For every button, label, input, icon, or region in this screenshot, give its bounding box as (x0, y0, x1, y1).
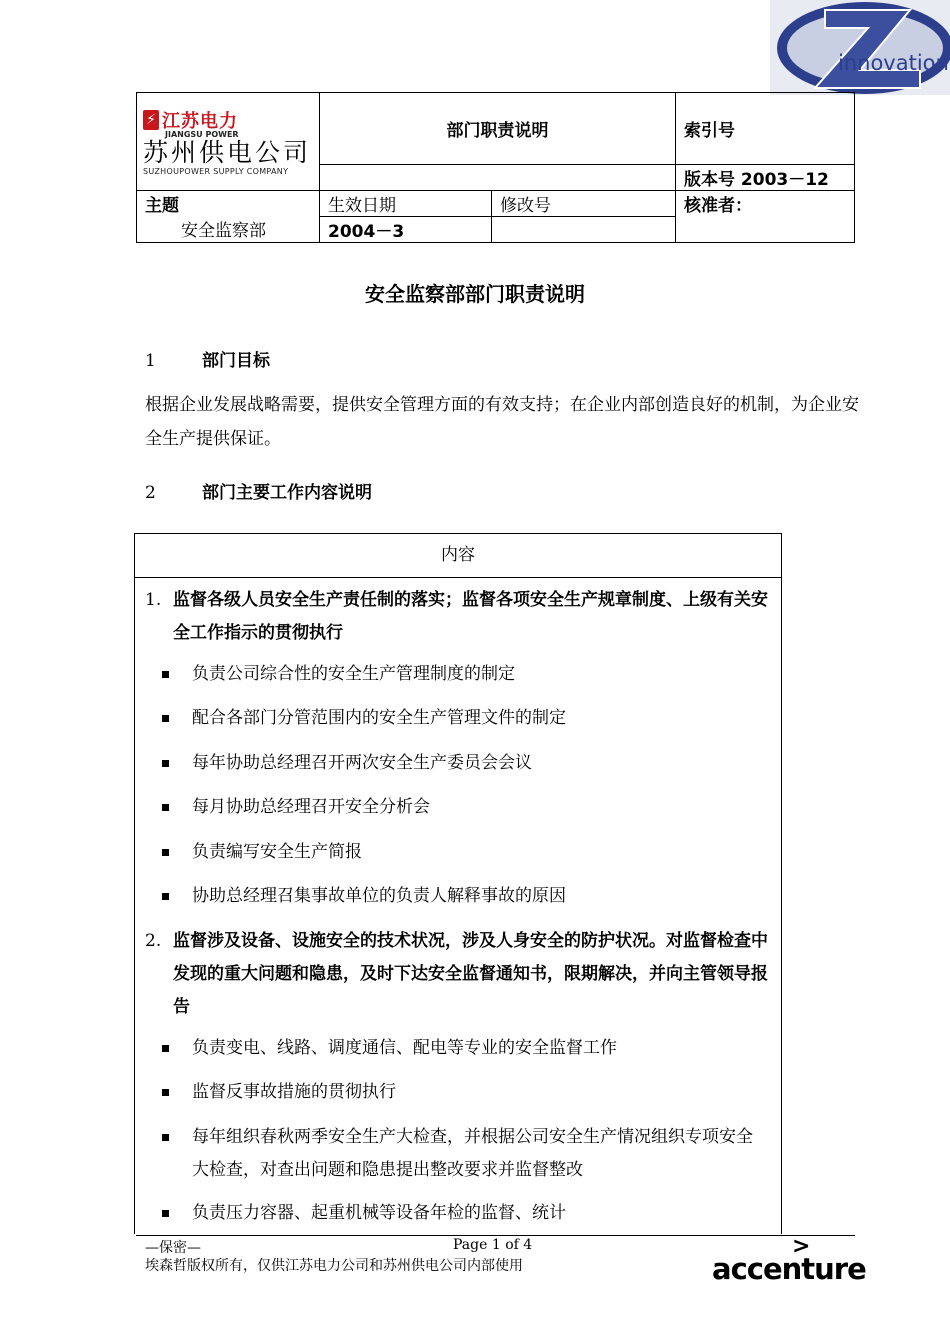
accenture-text: accenture (712, 1252, 866, 1286)
bullet-square-icon (162, 804, 169, 811)
index-cell (676, 93, 855, 165)
effective-value: 2004－3 (328, 222, 405, 242)
content-table-header: 内容 (135, 534, 781, 578)
revision-value-cell (492, 217, 676, 243)
company-cn-1: 江苏电力 (162, 111, 238, 132)
bullet-square-icon (162, 1134, 169, 1141)
power-logo-icon: ⚡ (143, 110, 159, 130)
revision-label: 修改号 (500, 196, 551, 216)
accenture-mark: > (792, 1234, 811, 1259)
company-cn-2: 苏州供电公司 (143, 138, 312, 167)
revision-label-cell (492, 191, 676, 217)
bullet-square-icon (162, 893, 169, 900)
innovation-text: innovation (838, 51, 949, 75)
sub-item-text: 负责压力容器、起重机械等设备年检的监督、统计 (192, 1203, 566, 1223)
subject-value: 安全监察部 (181, 221, 266, 241)
copyright-text: 埃森哲版权所有，仅供江苏电力公司和苏州供电公司内部使用 (145, 1258, 523, 1274)
sub-item-text: 每年协助总经理召开两次安全生产委员会会议 (192, 753, 532, 773)
footer-divider (136, 1235, 855, 1236)
section-number: 2 (145, 483, 156, 503)
sub-item (159, 880, 769, 913)
section-1-heading (145, 346, 270, 371)
bullet-square-icon (162, 760, 169, 767)
sub-item-text: 负责变电、线路、调度通信、配电等专业的安全监督工作 (192, 1038, 617, 1058)
sub-item-text: 监督反事故措施的贯彻执行 (192, 1082, 396, 1102)
sub-item (159, 1032, 769, 1065)
accenture-logo (712, 1234, 866, 1288)
bullet-square-icon (162, 671, 169, 678)
bullet-square-icon (162, 1045, 169, 1052)
version-cell (676, 165, 855, 191)
duty-item-2 (145, 925, 770, 1024)
sub-item-text: 协助总经理召集事故单位的负责人解释事故的原因 (192, 886, 566, 906)
duty-number: 1. (145, 590, 162, 610)
company-logo (143, 107, 313, 176)
sub-item (159, 747, 769, 780)
effective-value-cell (320, 217, 492, 243)
approver-cell (676, 191, 855, 243)
sub-item-text: 负责公司综合性的安全生产管理制度的制定 (192, 664, 515, 684)
company-en-1: JIANGSU POWER (165, 130, 239, 139)
confidential-label: —保密— (145, 1240, 201, 1256)
sub-item (159, 1076, 769, 1109)
section-number: 1 (145, 351, 156, 371)
duty-item-1 (145, 584, 770, 650)
sub-item (159, 658, 769, 691)
sub-item (159, 1197, 769, 1230)
bullet-square-icon (162, 1210, 169, 1217)
company-en-2: SUZHOUPOWER SUPPLY COMPANY (143, 167, 289, 176)
blank-cell (320, 165, 676, 191)
doc-title: 部门职责说明 (446, 121, 549, 141)
sub-item-text: 每月协助总经理召开安全分析会 (192, 797, 430, 817)
sub-item-text: 每年组织春秋两季安全生产大检查，并根据公司安全生产情况组织专项安全大检查，对查出问题和隐患提出整改要求并监督整改 (192, 1127, 753, 1180)
header-table (136, 92, 855, 243)
objective-paragraph: 根据企业发展战略需要，提供安全管理方面的有效支持；在企业内部创造良好的机制，为企业安全生产提供保证。 (145, 395, 859, 449)
company-logo-cell (137, 93, 320, 191)
section-heading: 部门目标 (202, 351, 270, 371)
innovation-logo (770, 0, 950, 95)
effective-label-cell (320, 191, 492, 217)
duty-text: 监督各级人员安全生产责任制的落实；监督各项安全生产规章制度、上级有关安全工作指示的贯彻执行 (173, 590, 768, 643)
page-number: Page 1 of 4 (453, 1237, 533, 1253)
sub-item (159, 836, 769, 869)
index-label: 索引号 (684, 121, 735, 141)
duty-number: 2. (145, 931, 162, 951)
approver-label: 核准者： (684, 196, 752, 216)
subject-cell (137, 191, 320, 243)
bullet-square-icon (162, 849, 169, 856)
duty-text: 监督涉及设备、设施安全的技术状况，涉及人身安全的防护状况。对监督检查中发现的重大问题和隐患，及时下达安全监督通知书，限期解决，并向主管领导报告 (173, 931, 768, 1017)
effective-label: 生效日期 (328, 196, 396, 216)
section-2-heading (145, 478, 372, 503)
sub-item (159, 791, 769, 824)
doc-title-cell (320, 93, 676, 165)
subject-label: 主题 (145, 196, 179, 216)
page-title: 安全监察部部门职责说明 (365, 282, 585, 306)
bullet-square-icon (162, 715, 169, 722)
sub-item-text: 负责编写安全生产简报 (192, 842, 362, 862)
sub-item (159, 1121, 769, 1187)
sub-item (159, 702, 769, 735)
content-table (134, 533, 782, 1234)
version-label: 版本号 2003－12 (684, 170, 829, 190)
bullet-square-icon (162, 1089, 169, 1096)
sub-item-text: 配合各部门分管范围内的安全生产管理文件的制定 (192, 708, 566, 728)
section-heading: 部门主要工作内容说明 (202, 483, 372, 503)
